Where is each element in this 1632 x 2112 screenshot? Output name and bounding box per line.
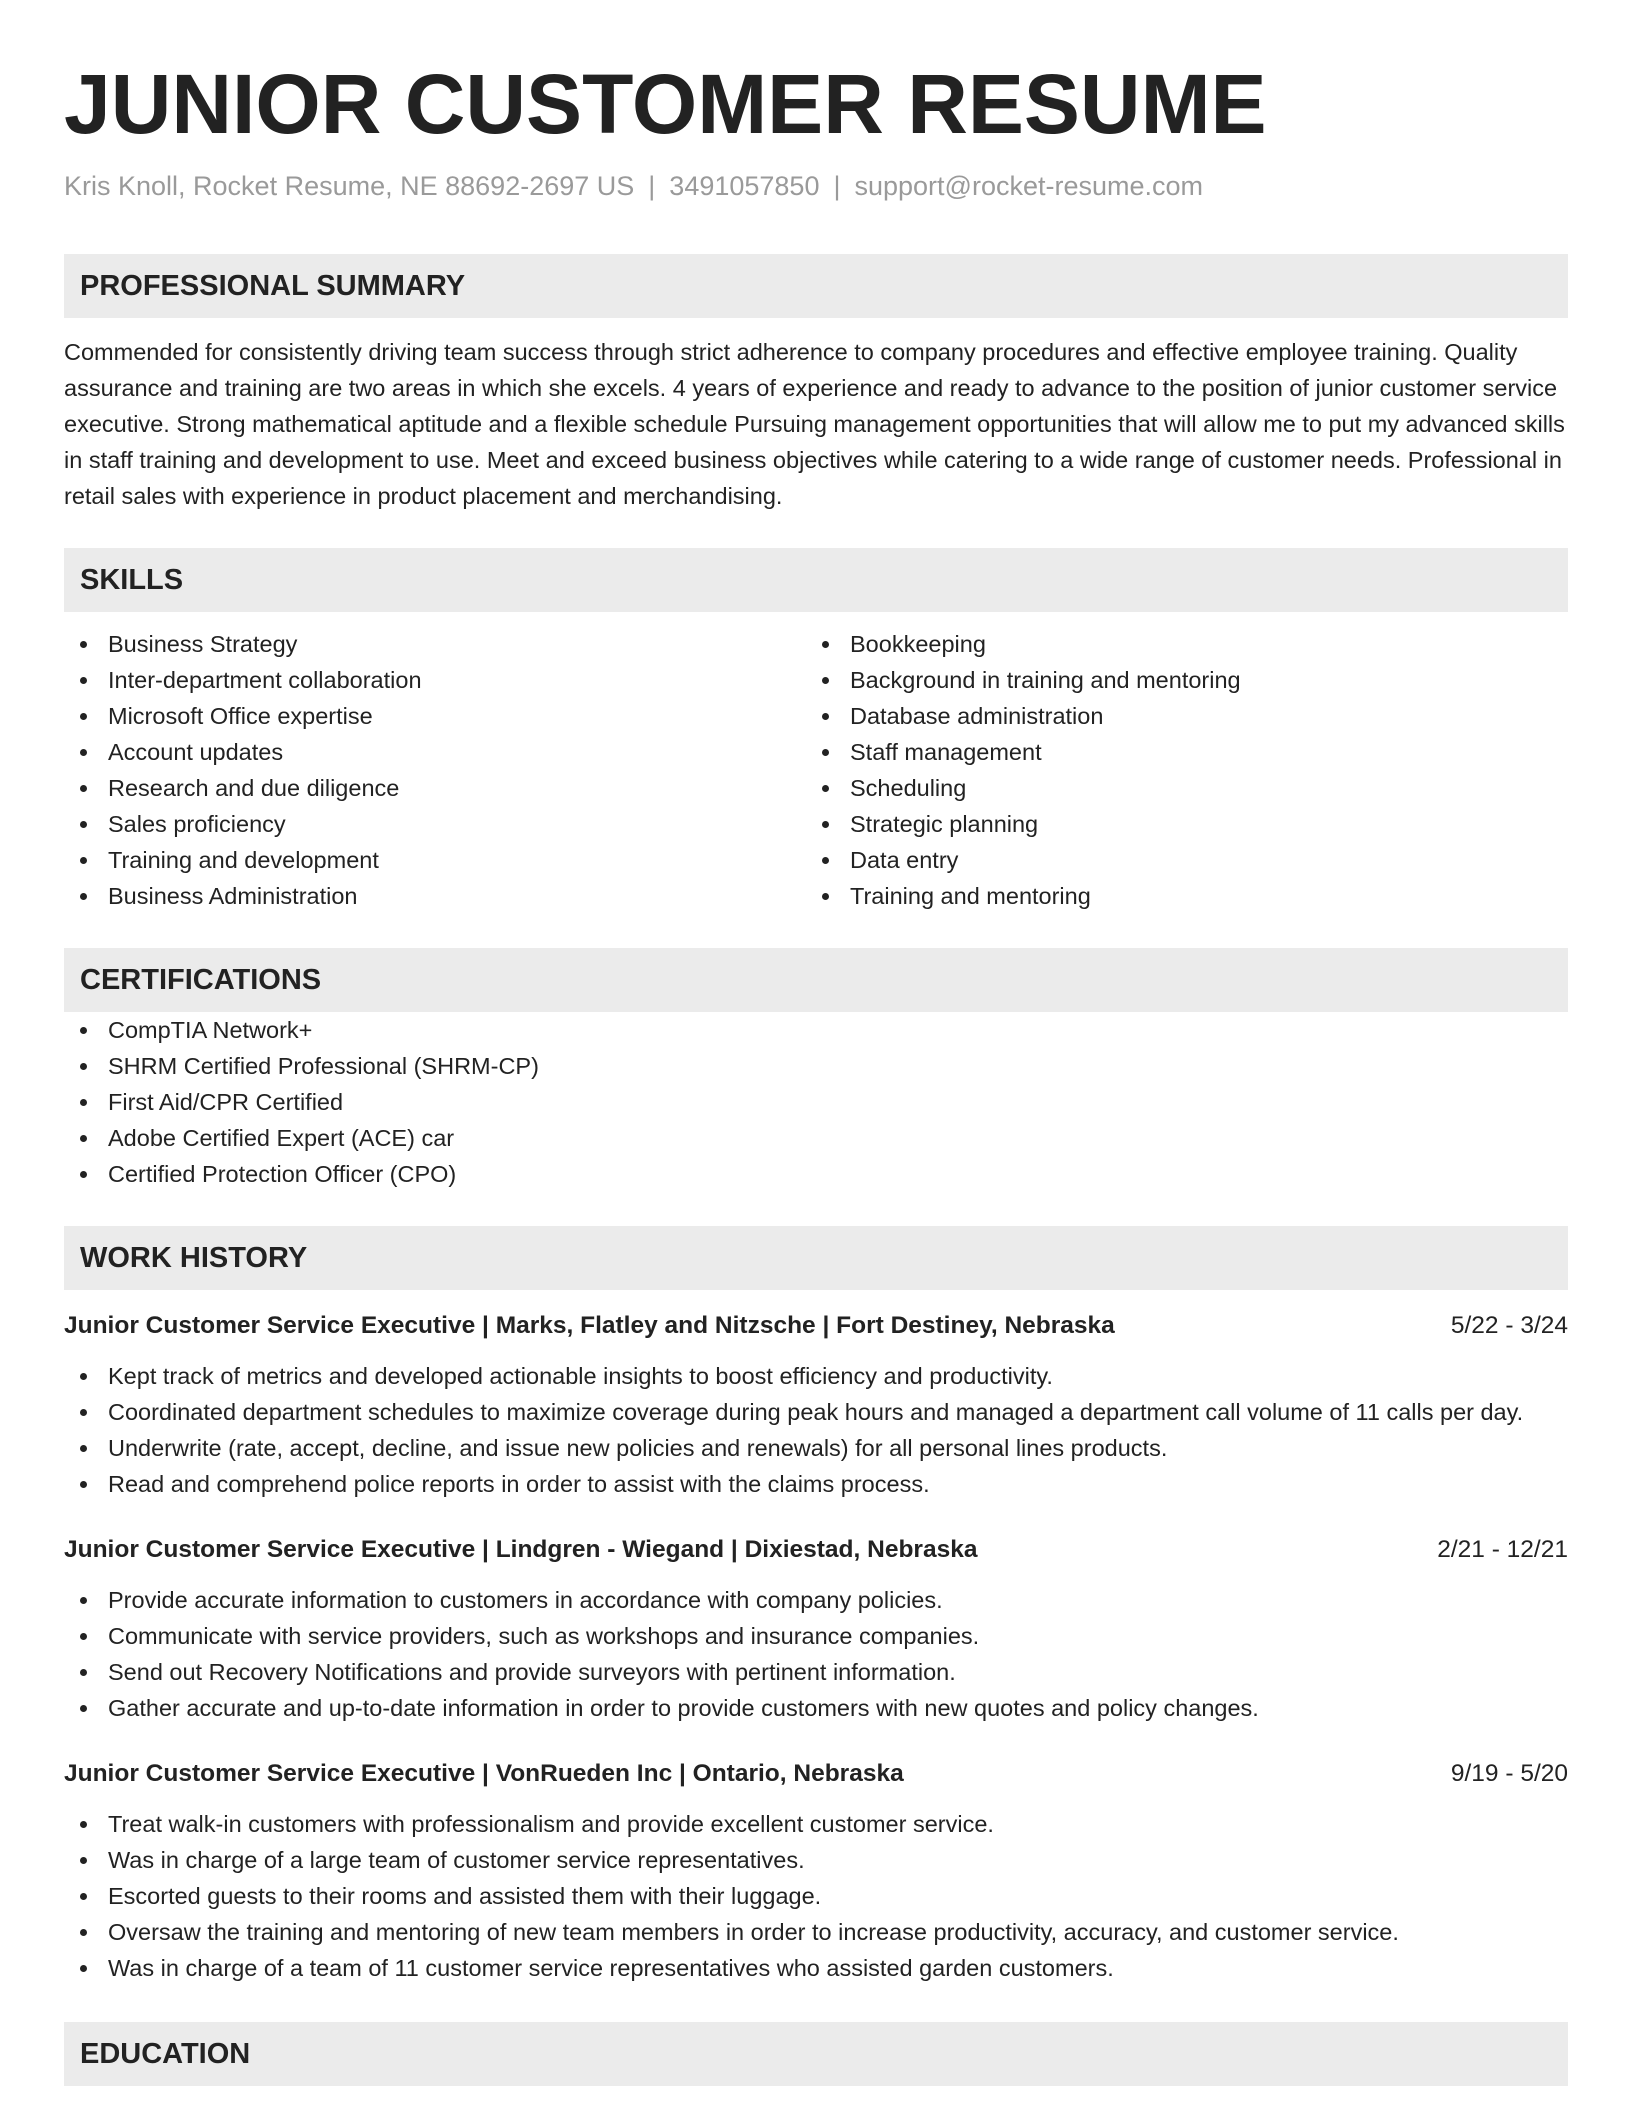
job-dates: 5/22 - 3/24: [1450, 1312, 1568, 1339]
certifications-heading: CERTIFICATIONS: [80, 963, 322, 996]
job-bullet: Underwrite (rate, accept, decline, and issue new policies and renewals) for all personal lines products.: [64, 1430, 1568, 1466]
job-bullet: Gather accurate and up-to-date information in order to provide customers with new quotes and policy changes.: [64, 1690, 1568, 1726]
skills-section-header: [64, 548, 1568, 612]
job-bullet: Read and comprehend police reports in order to assist with the claims process.: [64, 1466, 1568, 1502]
job-header: [64, 1756, 1568, 1792]
skill-item: Account updates: [64, 734, 806, 770]
contact-separator: |: [833, 171, 841, 201]
skills-heading: SKILLS: [80, 563, 184, 596]
education-section-header: [64, 2022, 1568, 2086]
skill-item: Data entry: [806, 842, 1548, 878]
skill-item: Microsoft Office expertise: [64, 698, 806, 734]
certification-item: Adobe Certified Expert (ACE) car: [64, 1120, 1568, 1156]
job-entry: [64, 1532, 1568, 1726]
skill-item: Business Administration: [64, 878, 806, 914]
job-dates: 2/21 - 12/21: [1437, 1536, 1568, 1563]
job-bullet: Send out Recovery Notifications and provide surveyors with pertinent information.: [64, 1654, 1568, 1690]
job-title: Junior Customer Service Executive | VonRueden Inc | Ontario, Nebraska: [64, 1760, 904, 1787]
certification-item: SHRM Certified Professional (SHRM-CP): [64, 1048, 1568, 1084]
job-title: Junior Customer Service Executive | Lindgren - Wiegand | Dixiestad, Nebraska: [64, 1536, 978, 1563]
work-history-heading: WORK HISTORY: [80, 1241, 308, 1274]
job-bullet: Was in charge of a large team of customer service representatives.: [64, 1842, 1568, 1878]
skill-item: Scheduling: [806, 770, 1548, 806]
skill-item: Inter-department collaboration: [64, 662, 806, 698]
contact-email[interactable]: support@rocket-resume.com: [854, 171, 1204, 201]
job-bullet: Coordinated department schedules to maximize coverage during peak hours and managed a department call volume of 11 calls per day.: [64, 1394, 1568, 1430]
job-bullet: Treat walk-in customers with professionalism and provide excellent customer service.: [64, 1806, 1568, 1842]
work-history-section-header: [64, 1226, 1568, 1290]
skill-item: Sales proficiency: [64, 806, 806, 842]
resume-page: [64, 56, 1568, 2086]
certification-item: CompTIA Network+: [64, 1012, 1568, 1048]
summary-text: Commended for consistently driving team success through strict adherence to company procedures and effective employee training. Quality assurance and training are two areas in which she excels. 4 years of experience and ready to advance to the position of junior customer service executive. Strong mathematical aptitude and a flexible schedule Pursuing management opportunities that will allow me to put my advanced skills in staff training and development to use. Meet and exceed business objectives while catering to a wide range of customer needs. Professional in retail sales with experience in product placement and merchandising.: [64, 339, 1565, 509]
contact-phone: 3491057850: [669, 171, 820, 201]
resume-title: JUNIOR CUSTOMER RESUME: [64, 57, 1267, 151]
job-bullet: Oversaw the training and mentoring of new team members in order to increase productivity, accuracy, and customer service.: [64, 1914, 1568, 1950]
job-entry: [64, 1756, 1568, 1986]
skill-item: Training and mentoring: [806, 878, 1548, 914]
job-bullet: Kept track of metrics and developed actionable insights to boost efficiency and productivity.: [64, 1358, 1568, 1394]
job-bullets: [64, 1358, 1568, 1502]
job-title: Junior Customer Service Executive | Marks, Flatley and Nitzsche | Fort Destiney, Nebraska: [64, 1312, 1115, 1339]
contact-address: Kris Knoll, Rocket Resume, NE 88692-2697 US: [64, 171, 635, 201]
certifications-section-header: [64, 948, 1568, 1012]
skill-item: Research and due diligence: [64, 770, 806, 806]
job-bullet: Was in charge of a team of 11 customer service representatives who assisted garden customers.: [64, 1950, 1568, 1986]
skill-item: Bookkeeping: [806, 626, 1548, 662]
certifications-list: [64, 1012, 1568, 1192]
job-header: [64, 1308, 1568, 1344]
contact-line: [64, 168, 1568, 204]
job-dates: 9/19 - 5/20: [1450, 1760, 1568, 1787]
skill-item: Business Strategy: [64, 626, 806, 662]
skills-list-left: [64, 626, 806, 914]
job-bullets: [64, 1582, 1568, 1726]
certification-item: First Aid/CPR Certified: [64, 1084, 1568, 1120]
job-bullet: Communicate with service providers, such as workshops and insurance companies.: [64, 1618, 1568, 1654]
education-heading: EDUCATION: [80, 2037, 251, 2070]
contact-separator: |: [648, 171, 656, 201]
skills-list-right: [806, 626, 1548, 914]
job-bullets: [64, 1806, 1568, 1986]
job-entry: [64, 1308, 1568, 1502]
skill-item: Training and development: [64, 842, 806, 878]
job-header: [64, 1532, 1568, 1568]
skill-item: Background in training and mentoring: [806, 662, 1548, 698]
skill-item: Staff management: [806, 734, 1548, 770]
skill-item: Database administration: [806, 698, 1548, 734]
summary-heading: PROFESSIONAL SUMMARY: [80, 269, 466, 302]
skill-item: Strategic planning: [806, 806, 1548, 842]
job-bullet: Provide accurate information to customers in accordance with company policies.: [64, 1582, 1568, 1618]
skills-grid: [64, 626, 1568, 914]
job-bullet: Escorted guests to their rooms and assisted them with their luggage.: [64, 1878, 1568, 1914]
certification-item: Certified Protection Officer (CPO): [64, 1156, 1568, 1192]
summary-section-header: [64, 254, 1568, 318]
